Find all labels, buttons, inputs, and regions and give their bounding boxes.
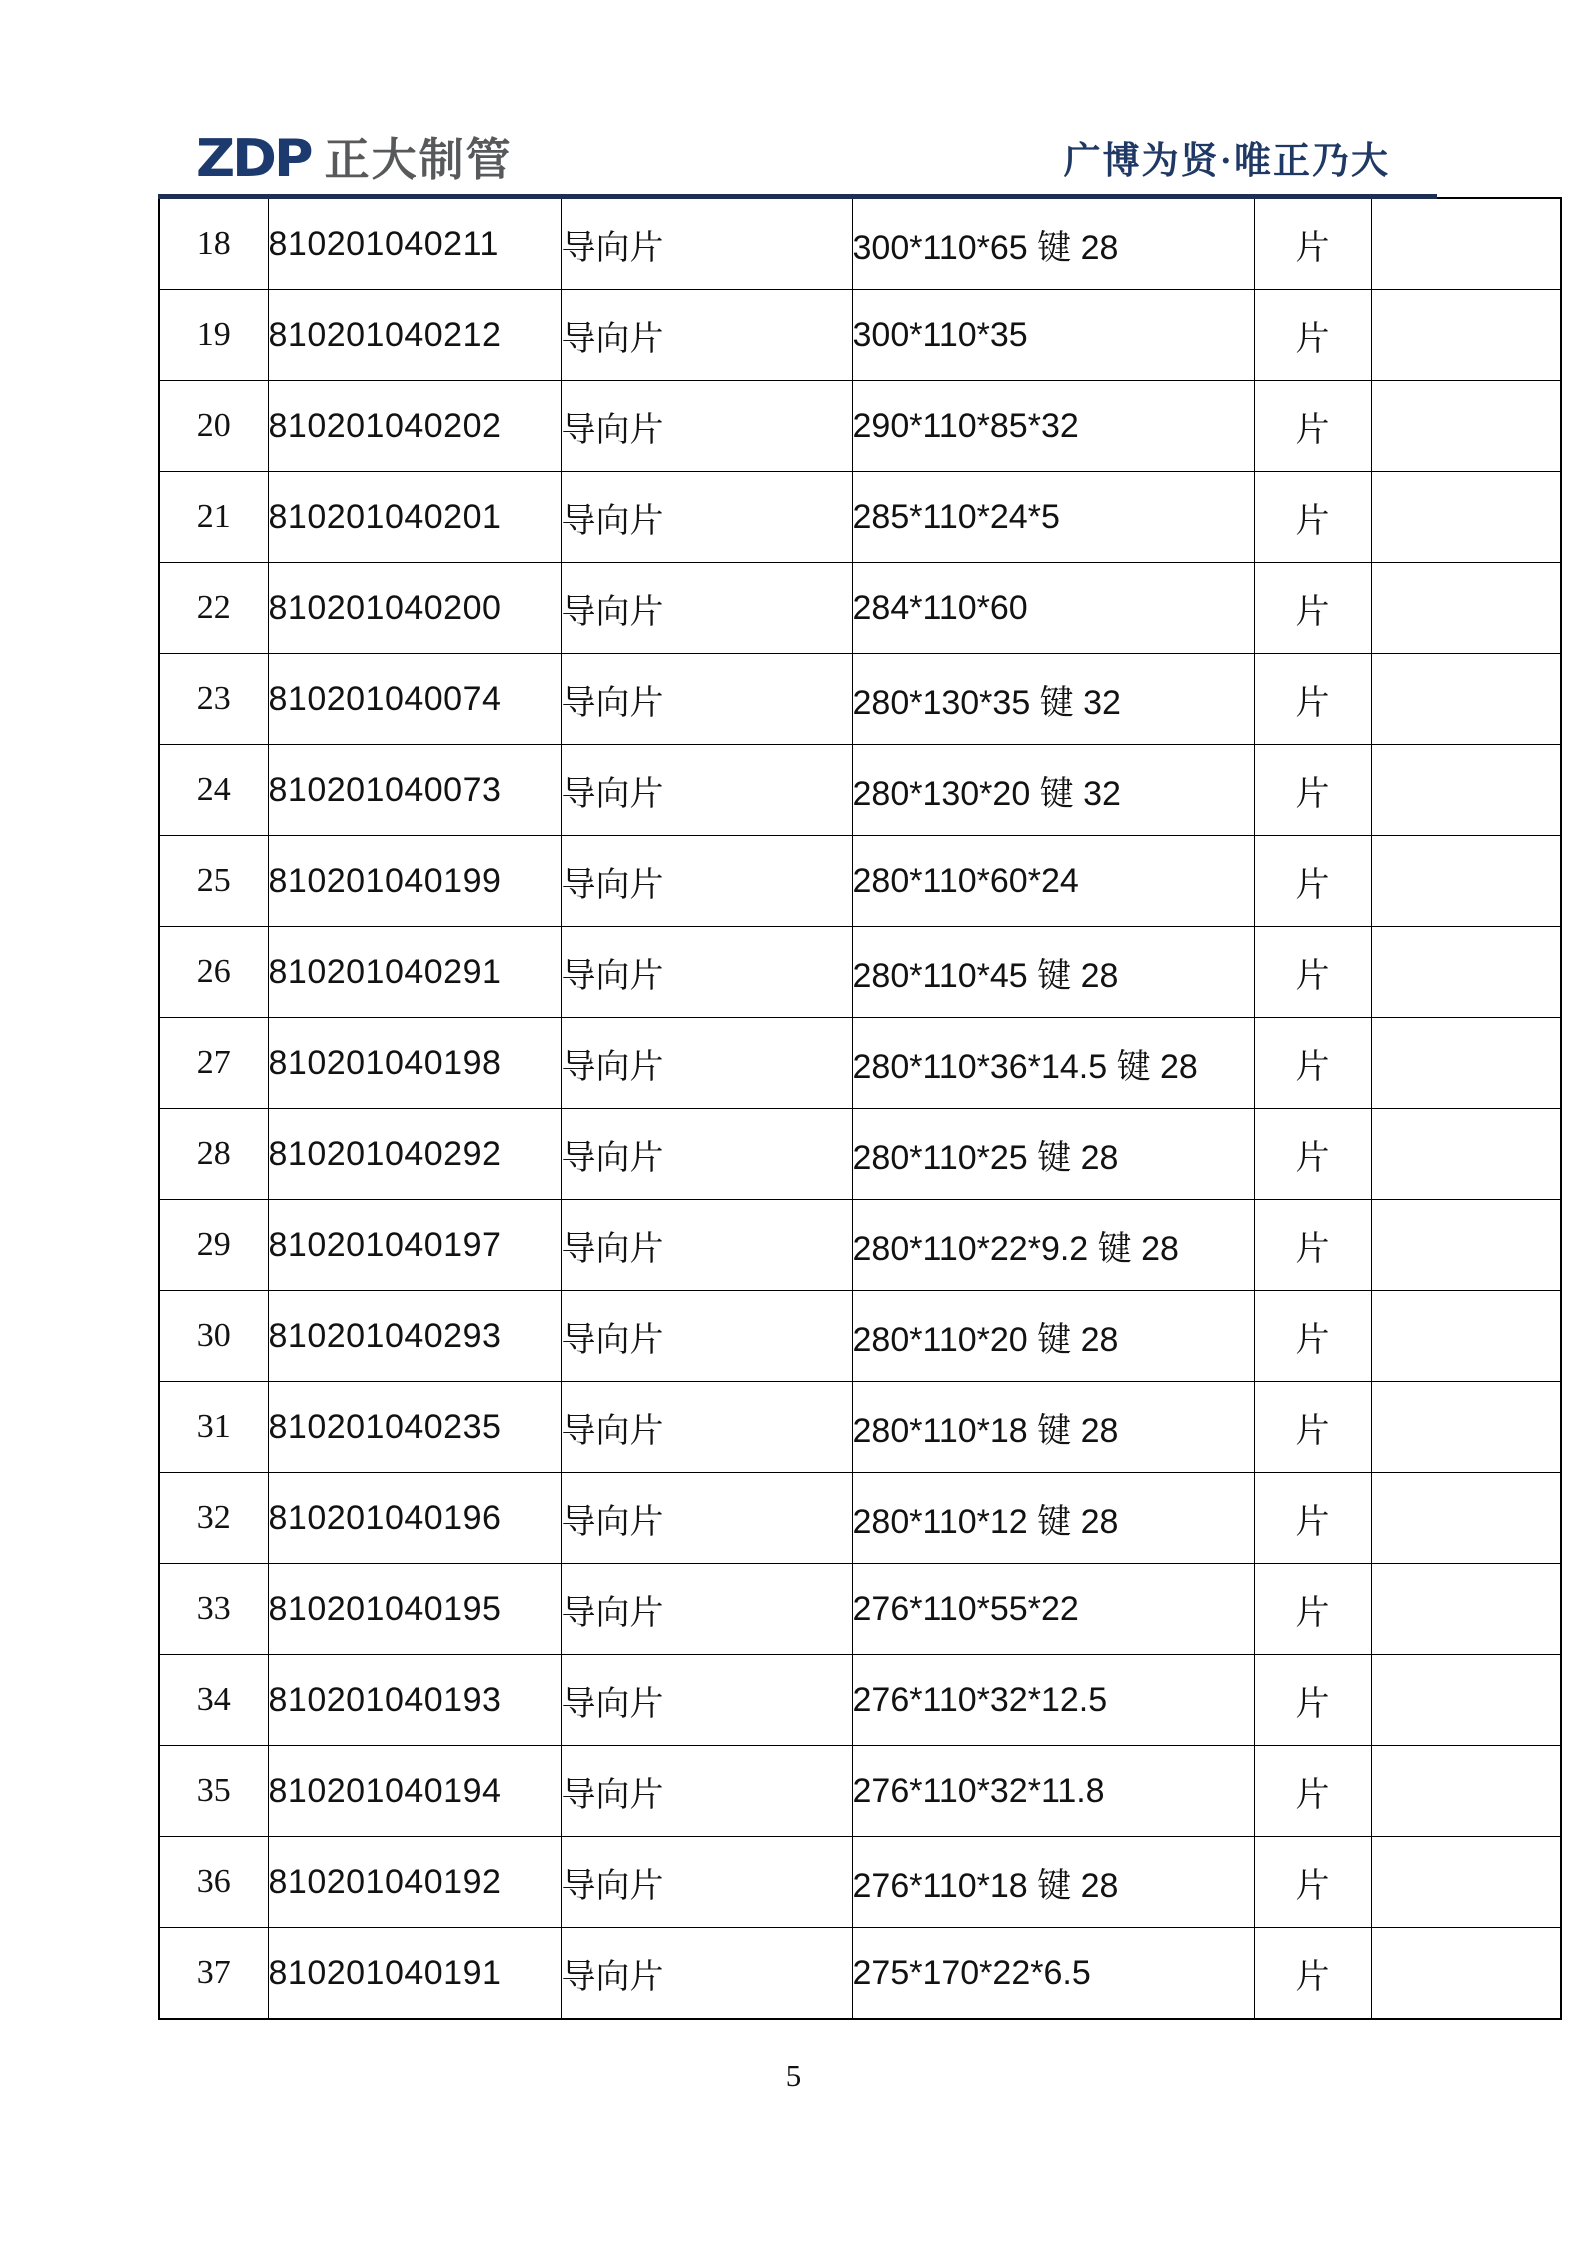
- part-name-cell: 导向片: [561, 1746, 852, 1837]
- remark-cell: [1371, 1746, 1561, 1837]
- part-spec-cell: 280*110*20 键 28: [852, 1291, 1254, 1382]
- part-spec-cell: 280*110*25 键 28: [852, 1109, 1254, 1200]
- part-name-cell: 导向片: [561, 1655, 852, 1746]
- table-row: [159, 1655, 1561, 1746]
- remark-cell: [1371, 563, 1561, 654]
- unit-cell: 片: [1254, 1746, 1371, 1837]
- part-code-cell: 810201040201: [268, 472, 561, 563]
- table-row: [159, 198, 1561, 290]
- remark-cell: [1371, 290, 1561, 381]
- table-row: [159, 1382, 1561, 1473]
- remark-cell: [1371, 745, 1561, 836]
- part-code-cell: 810201040235: [268, 1382, 561, 1473]
- part-spec-cell: 280*110*22*9.2 键 28: [852, 1200, 1254, 1291]
- remark-cell: [1371, 1018, 1561, 1109]
- part-code-cell: 810201040073: [268, 745, 561, 836]
- part-name-cell: 导向片: [561, 1291, 852, 1382]
- part-code-cell: 810201040191: [268, 1928, 561, 2020]
- part-name-cell: 导向片: [561, 1109, 852, 1200]
- part-name-cell: 导向片: [561, 836, 852, 927]
- table-row: [159, 472, 1561, 563]
- row-number-cell: 21: [159, 472, 268, 563]
- remark-cell: [1371, 927, 1561, 1018]
- logo-company-name: 正大制管: [324, 132, 513, 186]
- company-logo: [196, 128, 513, 189]
- unit-cell: 片: [1254, 1382, 1371, 1473]
- unit-cell: 片: [1254, 1291, 1371, 1382]
- table-row: [159, 654, 1561, 745]
- part-spec-cell: 284*110*60: [852, 563, 1254, 654]
- table-row: [159, 1473, 1561, 1564]
- remark-cell: [1371, 1291, 1561, 1382]
- part-spec-cell: 290*110*85*32: [852, 381, 1254, 472]
- table-row: [159, 1291, 1561, 1382]
- header-motto: 广博为贤·唯正乃大: [1063, 141, 1390, 182]
- table-row: [159, 1018, 1561, 1109]
- part-code-cell: 810201040211: [268, 198, 561, 290]
- part-spec-cell: 280*110*45 键 28: [852, 927, 1254, 1018]
- part-name-cell: 导向片: [561, 1928, 852, 2020]
- part-name-cell: 导向片: [561, 472, 852, 563]
- part-spec-cell: 276*110*32*11.8: [852, 1746, 1254, 1837]
- remark-cell: [1371, 381, 1561, 472]
- table-row: [159, 927, 1561, 1018]
- row-number-cell: 25: [159, 836, 268, 927]
- part-code-cell: 810201040193: [268, 1655, 561, 1746]
- part-code-cell: 810201040291: [268, 927, 561, 1018]
- table-row: [159, 1928, 1561, 2020]
- part-spec-cell: 285*110*24*5: [852, 472, 1254, 563]
- unit-cell: 片: [1254, 1200, 1371, 1291]
- logo-zdp-text: ZDP: [196, 128, 311, 189]
- table-row: [159, 1564, 1561, 1655]
- unit-cell: 片: [1254, 472, 1371, 563]
- remark-cell: [1371, 1109, 1561, 1200]
- part-code-cell: 810201040195: [268, 1564, 561, 1655]
- table-row: [159, 1200, 1561, 1291]
- remark-cell: [1371, 1382, 1561, 1473]
- part-code-cell: 810201040199: [268, 836, 561, 927]
- part-spec-cell: 280*130*20 键 32: [852, 745, 1254, 836]
- part-name-cell: 导向片: [561, 1837, 852, 1928]
- part-spec-cell: 280*110*60*24: [852, 836, 1254, 927]
- unit-cell: 片: [1254, 654, 1371, 745]
- part-spec-cell: 280*110*36*14.5 键 28: [852, 1018, 1254, 1109]
- remark-cell: [1371, 198, 1561, 290]
- row-number-cell: 27: [159, 1018, 268, 1109]
- part-spec-cell: 280*110*18 键 28: [852, 1382, 1254, 1473]
- part-name-cell: 导向片: [561, 1018, 852, 1109]
- remark-cell: [1371, 1837, 1561, 1928]
- row-number-cell: 30: [159, 1291, 268, 1382]
- table-row: [159, 381, 1561, 472]
- row-number-cell: 37: [159, 1928, 268, 2020]
- table-row: [159, 1109, 1561, 1200]
- remark-cell: [1371, 1473, 1561, 1564]
- part-name-cell: 导向片: [561, 1382, 852, 1473]
- part-name-cell: 导向片: [561, 198, 852, 290]
- row-number-cell: 31: [159, 1382, 268, 1473]
- remark-cell: [1371, 1655, 1561, 1746]
- unit-cell: 片: [1254, 745, 1371, 836]
- row-number-cell: 32: [159, 1473, 268, 1564]
- unit-cell: 片: [1254, 1564, 1371, 1655]
- part-code-cell: 810201040200: [268, 563, 561, 654]
- table-row: [159, 563, 1561, 654]
- remark-cell: [1371, 472, 1561, 563]
- part-spec-cell: 300*110*35: [852, 290, 1254, 381]
- part-name-cell: 导向片: [561, 745, 852, 836]
- page-number: 5: [785, 2058, 802, 2093]
- row-number-cell: 19: [159, 290, 268, 381]
- part-spec-cell: 300*110*65 键 28: [852, 198, 1254, 290]
- table-row: [159, 836, 1561, 927]
- row-number-cell: 22: [159, 563, 268, 654]
- parts-table-body: [159, 198, 1561, 2019]
- part-code-cell: 810201040197: [268, 1200, 561, 1291]
- remark-cell: [1371, 1928, 1561, 2020]
- unit-cell: 片: [1254, 198, 1371, 290]
- unit-cell: 片: [1254, 1018, 1371, 1109]
- part-spec-cell: 280*130*35 键 32: [852, 654, 1254, 745]
- table-row: [159, 1837, 1561, 1928]
- row-number-cell: 35: [159, 1746, 268, 1837]
- row-number-cell: 28: [159, 1109, 268, 1200]
- header-rule: [158, 194, 1437, 199]
- unit-cell: 片: [1254, 836, 1371, 927]
- remark-cell: [1371, 1200, 1561, 1291]
- unit-cell: 片: [1254, 1655, 1371, 1746]
- part-name-cell: 导向片: [561, 1564, 852, 1655]
- part-name-cell: 导向片: [561, 381, 852, 472]
- parts-table: [158, 197, 1562, 2020]
- part-spec-cell: 275*170*22*6.5: [852, 1928, 1254, 2020]
- part-spec-cell: 276*110*18 键 28: [852, 1837, 1254, 1928]
- part-code-cell: 810201040292: [268, 1109, 561, 1200]
- part-code-cell: 810201040194: [268, 1746, 561, 1837]
- unit-cell: 片: [1254, 1837, 1371, 1928]
- remark-cell: [1371, 654, 1561, 745]
- part-code-cell: 810201040192: [268, 1837, 561, 1928]
- row-number-cell: 26: [159, 927, 268, 1018]
- row-number-cell: 33: [159, 1564, 268, 1655]
- part-spec-cell: 276*110*32*12.5: [852, 1655, 1254, 1746]
- table-row: [159, 745, 1561, 836]
- part-code-cell: 810201040196: [268, 1473, 561, 1564]
- unit-cell: 片: [1254, 1473, 1371, 1564]
- table-row: [159, 290, 1561, 381]
- row-number-cell: 29: [159, 1200, 268, 1291]
- row-number-cell: 24: [159, 745, 268, 836]
- unit-cell: 片: [1254, 927, 1371, 1018]
- remark-cell: [1371, 1564, 1561, 1655]
- part-name-cell: 导向片: [561, 927, 852, 1018]
- part-name-cell: 导向片: [561, 563, 852, 654]
- part-name-cell: 导向片: [561, 654, 852, 745]
- table-row: [159, 1746, 1561, 1837]
- row-number-cell: 23: [159, 654, 268, 745]
- part-name-cell: 导向片: [561, 290, 852, 381]
- part-spec-cell: 280*110*12 键 28: [852, 1473, 1254, 1564]
- unit-cell: 片: [1254, 563, 1371, 654]
- unit-cell: 片: [1254, 290, 1371, 381]
- part-code-cell: 810201040198: [268, 1018, 561, 1109]
- unit-cell: 片: [1254, 1928, 1371, 2020]
- row-number-cell: 20: [159, 381, 268, 472]
- part-code-cell: 810201040212: [268, 290, 561, 381]
- part-spec-cell: 276*110*55*22: [852, 1564, 1254, 1655]
- unit-cell: 片: [1254, 381, 1371, 472]
- row-number-cell: 18: [159, 198, 268, 290]
- row-number-cell: 36: [159, 1837, 268, 1928]
- part-name-cell: 导向片: [561, 1200, 852, 1291]
- row-number-cell: 34: [159, 1655, 268, 1746]
- part-code-cell: 810201040293: [268, 1291, 561, 1382]
- remark-cell: [1371, 836, 1561, 927]
- part-code-cell: 810201040202: [268, 381, 561, 472]
- part-name-cell: 导向片: [561, 1473, 852, 1564]
- part-code-cell: 810201040074: [268, 654, 561, 745]
- unit-cell: 片: [1254, 1109, 1371, 1200]
